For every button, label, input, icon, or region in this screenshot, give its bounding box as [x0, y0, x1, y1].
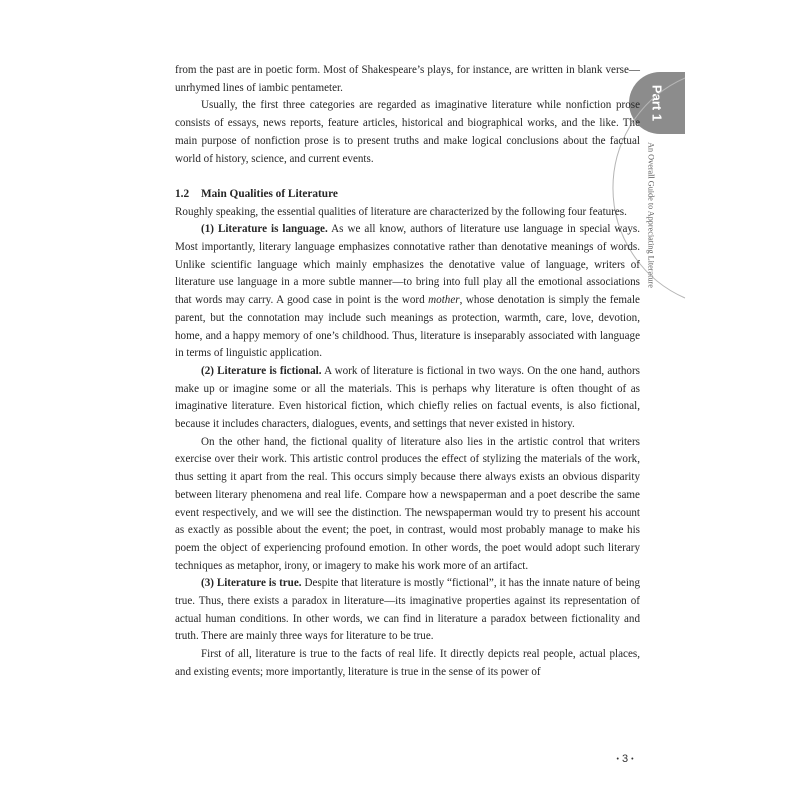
- part-tab-label: Part 1: [649, 84, 665, 122]
- quality-paragraph: (1) Literature is language. As we all know, authors of literature use language in special ways. Most importantly, literary language emphasizes connotative rather than denotative meanings of words. Unlike scientific language which mainly emphasizes the denotative value of language, writers of literature use language in a more subtle manner—to bring into full play all the emotional associations that words may carry. A good case in point is the word mother, whose denotation is simply the female parent, but the connotation may include such meanings as protection, warmth, care, love, devotion, home, and a happy memory of one’s childhood. Thus, literature is inseparably associated with language in terms of linguistic application.: [175, 223, 641, 360]
- section-number: 1.2: [175, 187, 190, 200]
- quality-paragraph: (3) Literature is true. Despite that literature is mostly “fictional”, it has the innate nature of being true. Thus, there exists a paradox in literature—its imaginative properties against its representation of actual human conditions. In other words, we can find in literature a paradox between fictionality and truth. There are mainly three ways for literature to be true.: [175, 577, 640, 643]
- quality-paragraph: (2) Literature is fictional. A work of literature is fictional in two ways. On the one hand, authors make up or imagine some or all the materials. This is perhaps why literature is often thought of as imaginative literature. Even historical fiction, which chiefly relies on factual events, is also fictional, because it includes characters, dialogues, events, and settings that never existed in history.: [175, 364, 640, 431]
- paragraph: First of all, literature is true to the facts of real life. It directly depicts real people, actual places, and existing events; more importantly, literature is true in the sense of its power of: [175, 648, 640, 678]
- paragraph: Roughly speaking, the essential qualities of literature are characterized by the following four features.: [175, 205, 627, 218]
- page-body: [175, 62, 640, 682]
- quality-heading: (1) Literature is language.: [201, 223, 328, 236]
- quality-heading: (3) Literature is true.: [201, 577, 302, 590]
- paragraph: On the other hand, the fictional quality of literature also lies in the artistic control that writers exercise over their work. This artistic control produces the effect of stylizing the materials of the work, thus setting it apart from the real. This occurs simply because there always exists an obvious disparity between literary phenomena and real life. Compare how a newspaperman and a poet describe the same event respectively, and we will see the distinction. The newspaperman would try to present his account as exactly as possible about the event; the poet, in contrast, would most probably manage to make his poem the object of experiencing profound emotion. In other words, the poet would adopt such literary techniques as metaphor, irony, or imagery to make his work more of an artifact.: [175, 435, 640, 572]
- section-title: Main Qualities of Literature: [201, 187, 338, 200]
- section-heading: [175, 186, 640, 204]
- paragraph: Usually, the first three categories are regarded as imaginative literature while nonfiction prose consists of essays, news reports, feature articles, historical and biographical works, and the like. The main purpose of nonfiction prose is to present truths and make logical conclusions about the factual world of history, science, and current events.: [175, 99, 640, 165]
- paragraph: from the past are in poetic form. Most of Shakespeare’s plays, for instance, are written in blank verse—unrhymed lines of iambic pentameter.: [175, 64, 640, 94]
- running-head-caption: An Overall Guide to Appreciating Literature: [646, 142, 656, 288]
- italic-term: mother: [428, 294, 460, 307]
- page-number: • 3 •: [616, 753, 634, 765]
- quality-heading: (2) Literature is fictional.: [201, 364, 322, 377]
